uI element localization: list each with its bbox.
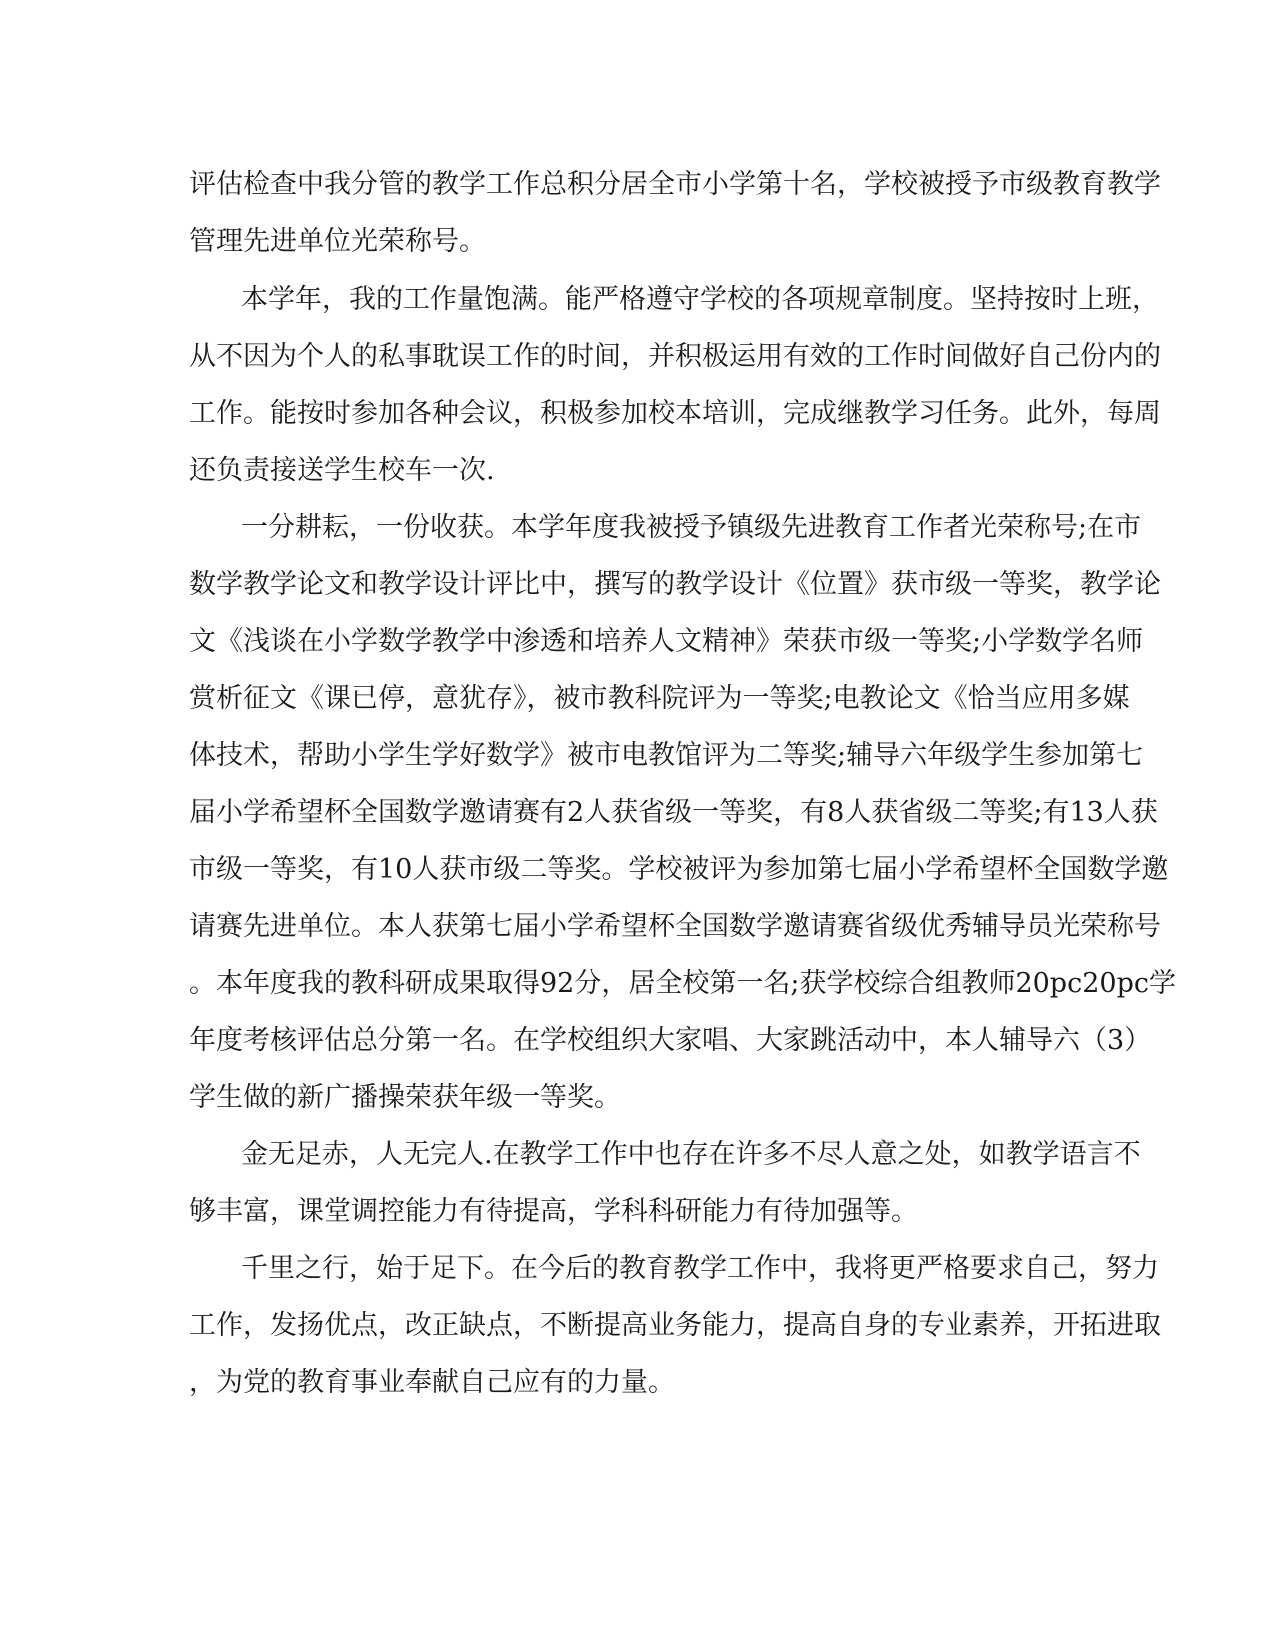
text-line: 管理先进单位光荣称号。: [189, 226, 486, 257]
text-line: 学生做的新广播操荣获年级一等奖。: [189, 1082, 621, 1113]
text-line: 评估检查中我分管的教学工作总积分居全市小学第十名，学校被授予市级教育教学: [189, 169, 1161, 200]
text-line: 还负责接送学生校车一次.: [189, 455, 495, 486]
text-line: 年度考核评估总分第一名。在学校组织大家唱、大家跳活动中，本人辅导六（3）: [189, 1025, 1152, 1056]
text-line: 数学教学论文和教学设计评比中，撰写的教学设计《位置》获市级一等奖，教学论: [189, 569, 1161, 600]
text-line: 请赛先进单位。本人获第七届小学希望杯全国数学邀请赛省级优秀辅导员光荣称号: [189, 911, 1161, 942]
text-line: 够丰富，课堂调控能力有待提高，学科科研能力有待加强等。: [189, 1196, 918, 1227]
text-line: 本学年，我的工作量饱满。能严格遵守学校的各项规章制度。坚持按时上班，: [241, 284, 1159, 315]
text-line: ，为党的教育事业奉献自己应有的力量。: [189, 1367, 675, 1398]
text-line: 工作。能按时参加各种会议，积极参加校本培训，完成继教学习任务。此外，每周: [189, 398, 1161, 429]
text-line: 从不因为个人的私事耽误工作的时间，并积极运用有效的工作时间做好自己份内的: [189, 341, 1161, 372]
text-line: 赏析征文《课已停，意犹存》，被市教科院评为一等奖;电教论文《恰当应用多媒: [189, 683, 1130, 714]
text-line: 。本年度我的教科研成果取得92分，居全校第一名;获学校综合组教师20pc20pc学: [189, 968, 1176, 999]
text-line: 一分耕耘，一份收获。本学年度我被授予镇级先进教育工作者光荣称号;在市: [241, 512, 1142, 543]
text-line: 体技术，帮助小学生学好数学》被市电教馆评为二等奖;辅导六年级学生参加第七: [189, 740, 1144, 771]
text-line: 千里之行，始于足下。在今后的教育教学工作中，我将更严格要求自己，努力: [241, 1253, 1159, 1284]
text-line: 市级一等奖，有10人获市级二等奖。学校被评为参加第七届小学希望杯全国数学邀: [189, 854, 1169, 885]
text-line: 工作，发扬优点，改正缺点，不断提高业务能力，提高自身的专业素养，开拓进取: [189, 1310, 1161, 1341]
text-line: 届小学希望杯全国数学邀请赛有2人获省级一等奖，有8人获省级二等奖;有13人获: [189, 797, 1158, 828]
text-line: 金无足赤，人无完人.在教学工作中也存在许多不尽人意之处，如教学语言不: [241, 1139, 1141, 1170]
text-line: 文《浅谈在小学数学教学中渗透和培养人文精神》荣获市级一等奖;小学数学名师: [189, 626, 1144, 657]
